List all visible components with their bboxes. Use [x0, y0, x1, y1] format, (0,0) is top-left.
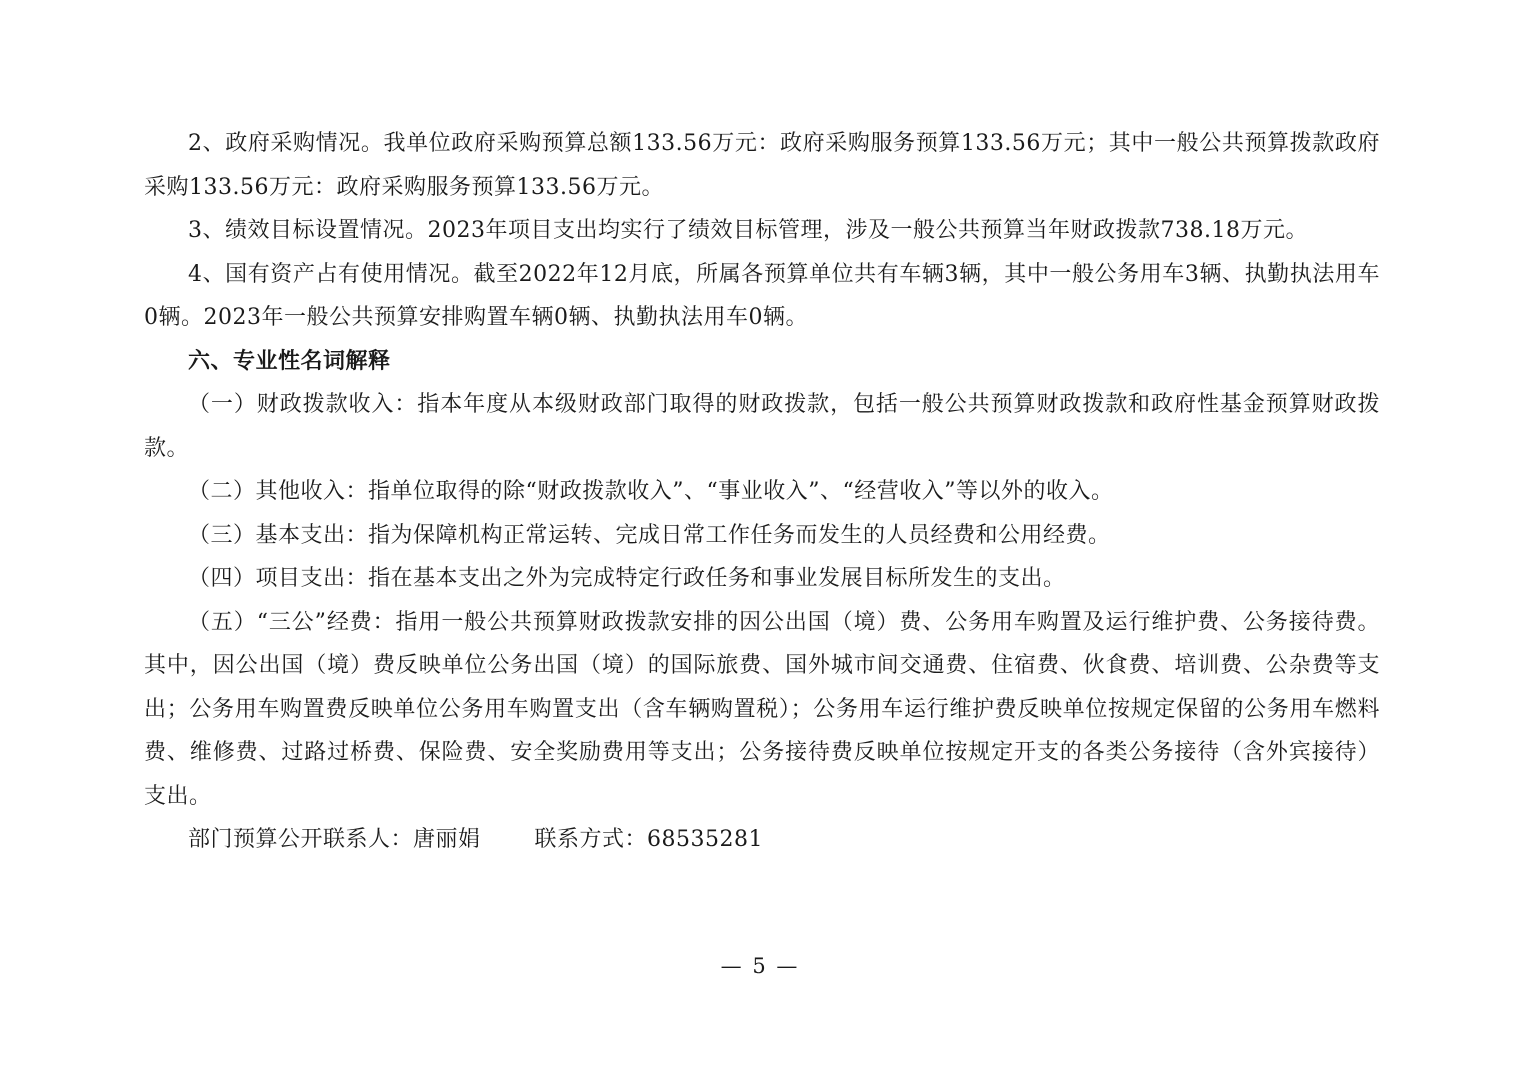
contact-phone: 联系方式：68535281: [534, 827, 763, 852]
contact-line: [144, 818, 1380, 862]
definition-basic-expenditure: （三）基本支出：指为保障机构正常运转、完成日常工作任务而发生的人员经费和公用经费。: [188, 522, 1111, 548]
definition-fiscal-income: （一）财政拨款收入：指本年度从本级财政部门取得的财政拨款，包括一般公共预算财政拨款和政府性基金预算财政拨款。: [144, 392, 1380, 461]
definition-three-public-expenses: （五）“三公”经费：指用一般公共预算财政拨款安排的因公出国（境）费、公务用车购置及运行维护费、公务接待费。其中，因公出国（境）费反映单位公务出国（境）的国际旅费、国外城市间交通费、住宿费、伙食费、培训费、公杂费等支出；公务用车购置费反映单位公务用车购置支出（含车辆购置税）；公务用车运行维护费反映单位按规定保留的公务用车燃料费、维修费、过路过桥费、保险费、安全奖励费用等支出；公务接待费反映单位按规定开支的各类公务接待（含外宾接待）支出。: [144, 609, 1380, 809]
document-body: [144, 122, 1380, 862]
definition-other-income: （二）其他收入：指单位取得的除“财政拨款收入”、“事业收入”、“经营收入”等以外的收入。: [188, 479, 1114, 504]
paragraph-state-assets: 4、国有资产占有使用情况。截至2022年12月底，所属各预算单位共有车辆3辆，其中一般公务用车3辆、执勤执法用车0辆。2023年一般公共预算安排购置车辆0辆、执勤执法用车0辆。: [144, 261, 1380, 330]
paragraph-procurement: 2、政府采购情况。我单位政府采购预算总额133.56万元：政府采购服务预算133.56万元；其中一般公共预算拨款政府采购133.56万元：政府采购服务预算133.56万元。: [144, 131, 1380, 200]
page-number: — 5 —: [720, 954, 800, 978]
definition-project-expenditure: （四）项目支出：指在基本支出之外为完成特定行政任务和事业发展目标所发生的支出。: [188, 566, 1066, 591]
contact-person: 部门预算公开联系人：唐丽娟: [188, 827, 481, 852]
section-heading: 六、专业性名词解释: [188, 348, 391, 374]
paragraph-performance-targets: 3、绩效目标设置情况。2023年项目支出均实行了绩效目标管理，涉及一般公共预算当年财政拨款738.18万元。: [188, 218, 1308, 243]
